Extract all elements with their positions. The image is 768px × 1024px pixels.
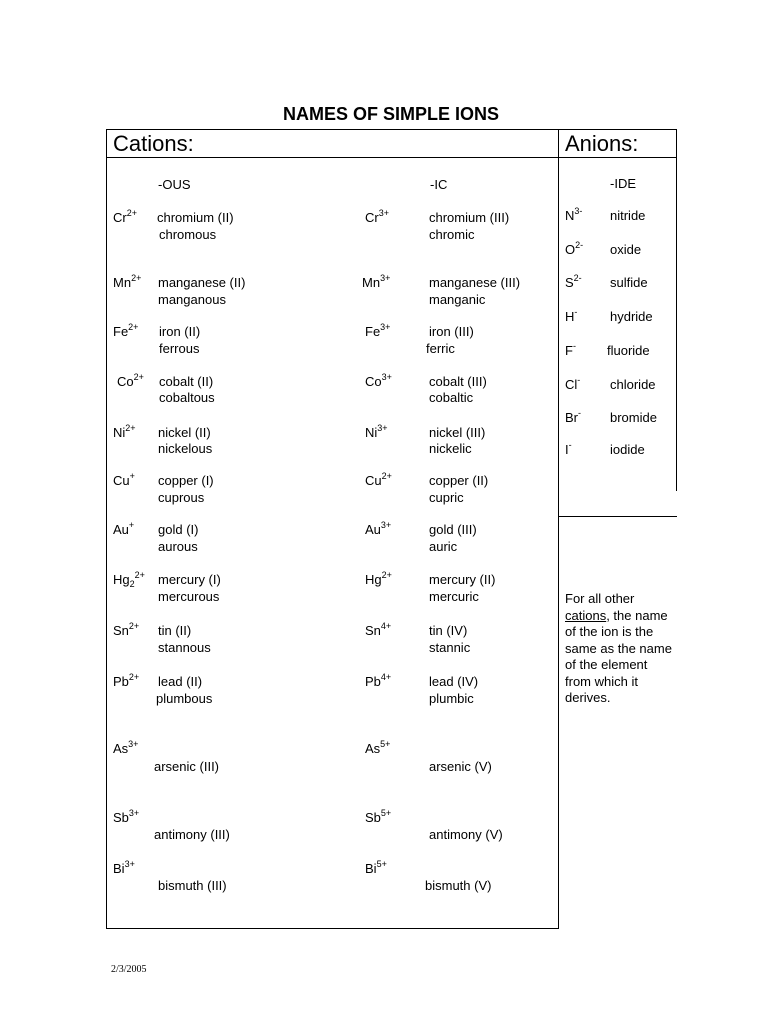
anion-symbol: Br- — [565, 408, 581, 425]
ion-symbol-ic: $Sn^{4+}$ — [365, 621, 392, 638]
anion-name: sulfide — [610, 275, 648, 290]
ion-symbol-ic: $Ni^{3+}$ — [365, 423, 388, 440]
classical-name-ic: plumbic — [429, 691, 474, 706]
stock-name-ic: manganese (III) — [429, 275, 521, 290]
ion-symbol-ic: $Sb^{5+}$ — [365, 808, 392, 825]
ous-header: -OUS — [158, 177, 191, 192]
classical-name-ic: auric — [429, 539, 458, 554]
classical-name-ous: plumbous — [156, 691, 213, 706]
stock-name-ic: mercury (II) — [429, 572, 496, 587]
ion-symbol-ous: $Hg_2^{2+}$ — [113, 570, 145, 589]
classical-name-ic: cupric — [429, 490, 464, 505]
note-text-before: For all other — [565, 591, 635, 606]
anion-symbol: $O^{2-}$ — [565, 240, 584, 257]
stock-name-ic: lead (IV) — [429, 674, 479, 689]
stock-name-ous: gold (I) — [158, 522, 199, 537]
ion-symbol-ous: $Co^{2+}$ — [117, 372, 144, 389]
anions-header: Anions: — [565, 131, 639, 156]
stock-name-ic: bismuth (V) — [425, 878, 492, 893]
page-title: NAMES OF SIMPLE IONS — [282, 104, 500, 124]
anion-name: fluoride — [607, 343, 650, 358]
ion-symbol-ic: $Pb^{4+}$ — [365, 672, 392, 689]
stock-name-ous: manganese (II) — [158, 275, 246, 290]
ion-symbol-ous: $Sn^{2+}$ — [113, 621, 140, 638]
ion-symbol-ous: $Pb^{2+}$ — [113, 672, 140, 689]
stock-name-ic: arsenic (V) — [429, 759, 492, 774]
anion-name: nitride — [610, 208, 646, 223]
ion-symbol-ous: $Bi^{3+}$ — [113, 859, 135, 876]
ion-symbol-ic: $Hg^{2+}$ — [365, 570, 392, 587]
ion-symbol-ic: $Cu^{2+}$ — [365, 471, 392, 488]
stock-name-ous: antimony (III) — [154, 827, 230, 842]
anion-box-right — [676, 129, 677, 491]
classical-name-ous: stannous — [158, 640, 211, 655]
stock-name-ous: iron (II) — [159, 324, 201, 339]
anion-name: iodide — [610, 442, 645, 457]
classical-name-ic: chromic — [429, 227, 475, 242]
ic-header: -IC — [430, 177, 448, 192]
anion-box-bottom — [558, 516, 677, 517]
ion-symbol-ic: $Bi^{5+}$ — [365, 859, 387, 876]
ion-symbol-ous: Cu+ — [113, 471, 135, 488]
ion-symbol-ic: $Au^{3+}$ — [365, 520, 392, 537]
stock-name-ic: tin (IV) — [429, 623, 468, 638]
classical-name-ous: ferrous — [159, 341, 200, 356]
anion-name: bromide — [610, 410, 657, 425]
header-divider — [106, 157, 677, 158]
footer-date: 2/3/2005 — [111, 964, 147, 975]
stock-name-ous: cobalt (II) — [159, 374, 214, 389]
table-border-top — [106, 129, 677, 130]
ion-symbol-ous: Au+ — [113, 520, 135, 537]
stock-name-ous: copper (I) — [158, 473, 214, 488]
classical-name-ous: chromous — [159, 227, 217, 242]
classical-name-ic: nickelic — [429, 441, 472, 456]
ion-symbol-ic: $Mn^{3+}$ — [362, 273, 391, 290]
classical-name-ic: manganic — [429, 292, 486, 307]
classical-name-ous: cobaltous — [159, 390, 215, 405]
ion-symbol-ic: $Fe^{3+}$ — [365, 322, 391, 339]
classical-name-ic: mercuric — [429, 589, 479, 604]
anion-name: oxide — [610, 242, 642, 257]
stock-name-ic: nickel (III) — [429, 425, 486, 440]
ion-symbol-ous: $Sb^{3+}$ — [113, 808, 140, 825]
classical-name-ic: ferric — [426, 341, 455, 356]
anion-name: hydride — [610, 309, 653, 324]
stock-name-ic: chromium (III) — [429, 210, 510, 225]
ion-symbol-ic: $As^{5+}$ — [365, 739, 391, 756]
anion-symbol: I- — [565, 440, 572, 457]
note-text-underlined: cations — [565, 607, 607, 623]
ion-symbol-ous: $Mn^{2+}$ — [113, 273, 142, 290]
anion-symbol: F- — [565, 341, 576, 358]
classical-name-ic: stannic — [429, 640, 471, 655]
ion-symbol-ic: $Co^{3+}$ — [365, 372, 392, 389]
classical-name-ous: nickelous — [158, 441, 213, 456]
stock-name-ic: gold (III) — [429, 522, 477, 537]
stock-name-ous: nickel (II) — [158, 425, 211, 440]
stock-name-ic: antimony (V) — [429, 827, 503, 842]
anion-symbol: H- — [565, 307, 578, 324]
ion-symbol-ic: $Cr^{3+}$ — [365, 208, 389, 225]
stock-name-ic: iron (III) — [429, 324, 474, 339]
classical-name-ous: manganous — [158, 292, 226, 307]
classical-name-ous: aurous — [158, 539, 198, 554]
ide-header: -IDE — [610, 176, 636, 191]
stock-name-ous: tin (II) — [158, 623, 192, 638]
anion-symbol: Cl- — [565, 375, 581, 392]
column-divider — [558, 129, 559, 929]
cations-header: Cations: — [113, 131, 194, 156]
other-cations-note — [565, 591, 673, 707]
stock-name-ous: chromium (II) — [157, 210, 234, 225]
note-text-after: , the name of the ion is the same as the name of the element from which it derives. — [565, 607, 672, 705]
ion-symbol-ous: $As^{3+}$ — [113, 739, 139, 756]
classical-name-ic: cobaltic — [429, 390, 474, 405]
stock-name-ic: cobalt (III) — [429, 374, 487, 389]
table-border-bottom — [106, 928, 559, 929]
ion-symbol-ous: $Cr^{2+}$ — [113, 208, 137, 225]
classical-name-ous: mercurous — [158, 589, 220, 604]
stock-name-ous: mercury (I) — [158, 572, 221, 587]
classical-name-ous: cuprous — [158, 490, 205, 505]
ion-symbol-ous: $Fe^{2+}$ — [113, 322, 139, 339]
stock-name-ous: lead (II) — [158, 674, 203, 689]
anion-name: chloride — [610, 377, 656, 392]
ion-symbol-ous: $Ni^{2+}$ — [113, 423, 136, 440]
stock-name-ous: bismuth (III) — [158, 878, 227, 893]
stock-name-ic: copper (II) — [429, 473, 489, 488]
anion-symbol: $N^{3-}$ — [565, 206, 583, 223]
stock-name-ous: arsenic (III) — [154, 759, 220, 774]
table-border-left — [106, 129, 107, 929]
anion-symbol: $S^{2-}$ — [565, 273, 582, 290]
